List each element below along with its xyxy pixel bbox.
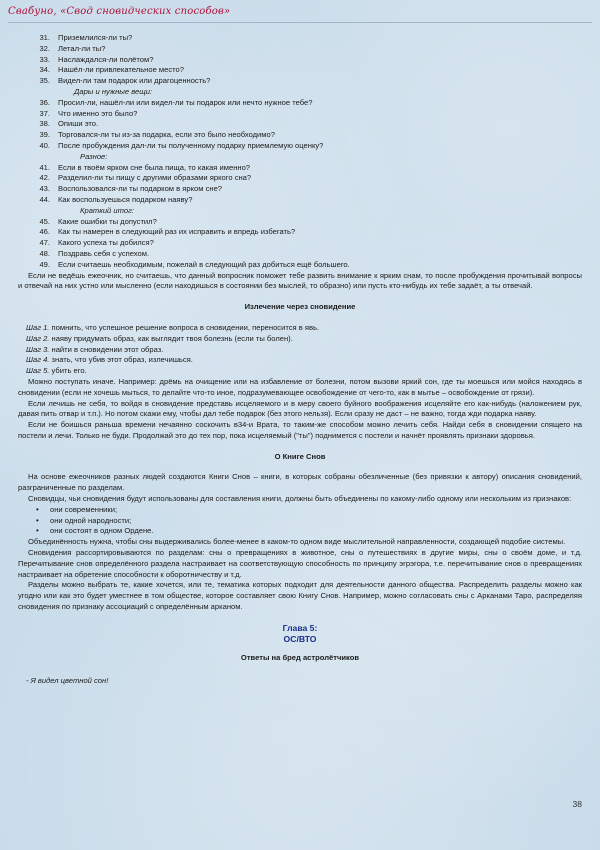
- list-item: 43. Воспользовался-ли ты подарком в ярком сне?: [39, 184, 223, 194]
- questionnaire-list-4: [18, 217, 582, 271]
- step-item: Шаг 4. знать, что убив этот образ, излечишься.: [26, 355, 193, 365]
- list-item: 48. Поздравь себя с успехом.: [39, 248, 150, 258]
- chapter-subtitle: Ответы на бред астролётчиков: [240, 652, 360, 662]
- list-item: 41. Если в твоём ярком сне была пища, то какая именно?: [39, 162, 251, 172]
- healing-paragraph: Можно поступать иначе. Например: дрёмь на очищение или на избавление от болезни, потом вызови яркий сон, где ты моешься или мойся находясь в сновидении (если не хочешь мыться, то делайте что-то иное, подразумевающее освобождение от чего-то, как в мытье – освобождение от грязи).: [18, 376, 582, 397]
- list-item: 45. Какие ошибки ты допустил?: [39, 216, 157, 226]
- list-item: 38. Опиши это.: [39, 119, 99, 129]
- healing-paragraph: Если лечишь не себя, то войдя в сновидение представь исцеляемого и в меру своего буйного воображения исцеляйте его как-нибудь (наложением рук, давая пить отвар и т.п.). Но потом скажи ему, чтобы дал тебе подарок (без этого нельзя). Если сразу не даст – не важно, тогда жди подарка наяву.: [18, 398, 582, 419]
- questionnaire-list-3: [18, 163, 582, 206]
- chapter-number: Глава 5:: [282, 622, 318, 633]
- bullet-icon: •: [36, 515, 39, 525]
- dream-book-paragraph: На основе ежеочников разных людей создаются Книги Снов – книги, в которых собраны обезличенные (без привязки к автору) описания сновидений, разграниченные по разделам.: [18, 472, 582, 493]
- questionnaire-usage-paragraph: Если не ведёшь ежеочник, но считаешь, что данный вопросник поможет тебе развить внимание к ярким снам, то после пробуждения прочитывай вопросы и отвечай на них устно или мысленно (если находишься в состоянии без мыслей, то образно) или пусть кто-нибудь их тебе задаёт, а ты отвечай.: [18, 270, 582, 291]
- subheading-misc: Разное:: [80, 151, 108, 161]
- dialogue-quote: - Я видел цветной сон!: [26, 675, 109, 685]
- list-item: 39. Торговался-ли ты из-за подарка, если это было необходимо?: [39, 130, 275, 140]
- list-item: 46. Как ты намерен в следующий раз их исправить и впредь избегать?: [39, 227, 296, 237]
- section-title-dream-book: О Книге Снов: [274, 451, 326, 461]
- list-item: 35. Видел-ли там подарок или драгоценность?: [39, 76, 211, 86]
- page-body: [18, 33, 582, 686]
- dream-book-paragraph: Разделы можно выбрать те, какие хочется, или те, тематика которых подходит для деятельности данного общества. Распределить разделы можно как угодно или как это будет уместнее в том обществе, которое составляет свою Книгу Снов. Например, можно согласовать сны с Арканами Таро, распределяя сновидения по признаку ассоциаций с определённым арканом.: [18, 580, 582, 612]
- dream-book-paragraph: Сновидения рассортировываются по разделам: сны о превращениях в животное, сны о путешествиях в другие миры, сны о своём доме, и т.д. Перечитывание снов определённого раздела настраивает на соответствующую способность по принципу эгрэгора, т.е. перечитывание снов о превращениях настраивает на обретение способности к оборотничеству и т.д.: [18, 548, 582, 579]
- healing-steps: [18, 323, 582, 377]
- chapter-title: ОС/ВТО: [283, 633, 317, 644]
- chapter-heading: [18, 623, 582, 645]
- step-item: Шаг 5. убить его.: [26, 366, 87, 376]
- list-item: • они современники;: [36, 504, 118, 514]
- bullet-icon: •: [36, 504, 39, 514]
- header-divider: [8, 22, 592, 23]
- list-item: 47. Какого успеха ты добился?: [39, 238, 154, 248]
- list-item: 42. Разделил-ли ты пищу с другими образами яркого сна?: [39, 173, 252, 183]
- list-item: 31. Приземлился-ли ты?: [39, 33, 133, 42]
- questionnaire-list-1: [18, 33, 582, 87]
- list-item: • они состоят в одном Ордене.: [36, 526, 154, 536]
- subheading-summary: Краткий итог:: [80, 205, 134, 215]
- dream-book-paragraph: Сновидцы, чьи сновидения будут использованы для составления книги, должны быть объединены по какому-либо одному или нескольким из признаков:: [28, 494, 572, 504]
- list-item: 37. Что именно это было?: [39, 108, 138, 118]
- list-item: 49. Если считаешь необходимым, пожелай в следующий раз добиться ещё большего.: [39, 259, 350, 269]
- step-item: Шаг 3. найти в сновидении этот образ.: [26, 344, 164, 354]
- running-header: Свабуно, «Свод сновидческих способов»: [8, 6, 231, 17]
- subheading-gifts: Дары и нужные вещи:: [74, 86, 153, 96]
- list-item: • они одной народности;: [36, 515, 132, 525]
- step-item: Шаг 1. помнить, что успешное решение вопроса в сновидении, переносится в явь.: [26, 322, 320, 332]
- list-item: 44. Как воспользуешься подарком наяву?: [39, 194, 193, 204]
- section-title-healing: Излечение через сновидение: [244, 302, 356, 312]
- list-item: 33. Наслаждался-ли полётом?: [39, 54, 154, 64]
- list-item: 34. Нашёл-ли привлекательное место?: [39, 65, 184, 75]
- list-item: 40. После пробуждения дал-ли ты полученному подарку приемлемую оценку?: [39, 140, 324, 150]
- dream-book-paragraph: Объединённость нужна, чтобы сны выдерживались более-менее в каком-то одном виде мыслительной направленности, создающей подобие системы.: [28, 537, 566, 547]
- step-item: Шаг 2. наяву придумать образ, как выглядит твоя болезнь (если ты болен).: [26, 333, 293, 343]
- list-item: 36. Просил-ли, нашёл-ли или видел-ли ты подарок или нечто нужное тебе?: [39, 97, 313, 107]
- criteria-list: [18, 505, 582, 537]
- healing-paragraph: Если не боишься раньша времени нечаянно соскочить в34-и Врата, то таким-же способом можно лечить себя. Найди себя в сновидении спящего на постели и лечи. Только не буди. Продолжай это до тех пор, пока исцеляемый ("ты") поднимется с постели и начнёт проявлять признаки здоровья.: [18, 420, 582, 440]
- bullet-icon: •: [36, 526, 39, 536]
- list-item: 32. Летал-ли ты?: [39, 43, 106, 53]
- questionnaire-list-2: [18, 98, 582, 152]
- page-number: 38: [572, 799, 582, 809]
